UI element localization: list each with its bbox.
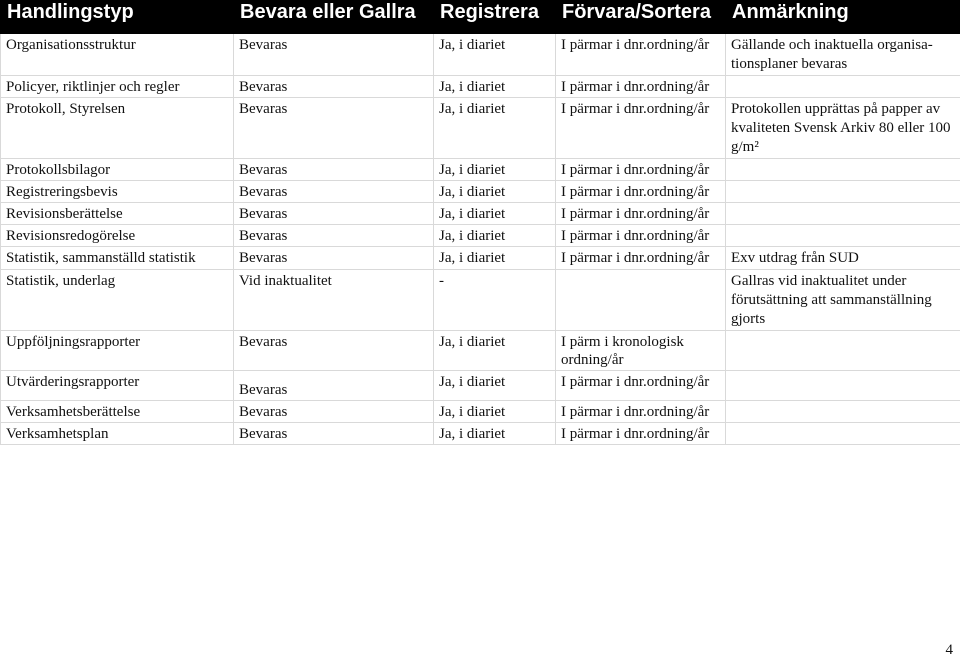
header-forvara-sortera: Förvara/Sortera bbox=[556, 1, 726, 34]
cell-note: Gällande och inaktuella organisa-tionsplaner bevaras bbox=[726, 34, 960, 76]
cell-storage: I pärmar i dnr.ordning/år bbox=[556, 225, 726, 247]
table-row bbox=[1, 247, 960, 270]
header-anmarkning: Anmärkning bbox=[726, 1, 960, 34]
cell-type: Registreringsbevis bbox=[1, 181, 234, 203]
cell-storage: I pärmar i dnr.ordning/år bbox=[556, 423, 726, 445]
cell-note: Exv utdrag från SUD bbox=[726, 247, 960, 270]
cell-storage: I pärmar i dnr.ordning/år bbox=[556, 181, 726, 203]
cell-note bbox=[726, 225, 960, 247]
cell-type: Uppföljningsrapporter bbox=[1, 331, 234, 371]
table-row bbox=[1, 34, 960, 76]
cell-action: Bevaras bbox=[234, 225, 434, 247]
table-row bbox=[1, 270, 960, 331]
cell-register: Ja, i diariet bbox=[434, 423, 556, 445]
cell-type: Verksamhetsberättelse bbox=[1, 401, 234, 423]
cell-action: Bevaras bbox=[234, 34, 434, 76]
table-row bbox=[1, 76, 960, 98]
cell-action: Bevaras bbox=[234, 247, 434, 270]
table-row bbox=[1, 203, 960, 225]
cell-type: Revisionsberättelse bbox=[1, 203, 234, 225]
cell-action: Bevaras bbox=[234, 203, 434, 225]
cell-register: Ja, i diariet bbox=[434, 225, 556, 247]
cell-note bbox=[726, 159, 960, 181]
cell-storage: I pärmar i dnr.ordning/år bbox=[556, 371, 726, 401]
cell-type: Verksamhetsplan bbox=[1, 423, 234, 445]
cell-register: Ja, i diariet bbox=[434, 203, 556, 225]
cell-action: Vid inaktualitet bbox=[234, 270, 434, 331]
cell-register: Ja, i diariet bbox=[434, 401, 556, 423]
cell-note: Protokollen upprättas på papper av kvaliteten Svensk Arkiv 80 eller 100 g/m² bbox=[726, 98, 960, 159]
cell-type: Organisationsstruktur bbox=[1, 34, 234, 76]
table-row bbox=[1, 181, 960, 203]
cell-note bbox=[726, 401, 960, 423]
cell-action: Bevaras bbox=[234, 98, 434, 159]
cell-register: Ja, i diariet bbox=[434, 331, 556, 371]
cell-note bbox=[726, 203, 960, 225]
cell-note bbox=[726, 181, 960, 203]
cell-action: Bevaras bbox=[234, 159, 434, 181]
cell-action: Bevaras bbox=[234, 371, 434, 401]
cell-storage: I pärmar i dnr.ordning/år bbox=[556, 159, 726, 181]
cell-type: Statistik, underlag bbox=[1, 270, 234, 331]
table-row bbox=[1, 423, 960, 445]
cell-type: Statistik, sammanställd statistik bbox=[1, 247, 234, 270]
cell-storage: I pärmar i dnr.ordning/år bbox=[556, 203, 726, 225]
cell-note: Gallras vid inaktualitet under förutsättning att sammanställning gjorts bbox=[726, 270, 960, 331]
cell-type: Policyer, riktlinjer och regler bbox=[1, 76, 234, 98]
table-row bbox=[1, 159, 960, 181]
cell-register: Ja, i diariet bbox=[434, 98, 556, 159]
cell-storage: I pärmar i dnr.ordning/år bbox=[556, 98, 726, 159]
header-bevara-eller-gallra: Bevara eller Gallra bbox=[234, 1, 434, 34]
cell-note bbox=[726, 371, 960, 401]
cell-register: Ja, i diariet bbox=[434, 159, 556, 181]
table-row bbox=[1, 401, 960, 423]
cell-note bbox=[726, 331, 960, 371]
cell-action: Bevaras bbox=[234, 76, 434, 98]
cell-note bbox=[726, 76, 960, 98]
table-row bbox=[1, 98, 960, 159]
cell-register: Ja, i diariet bbox=[434, 181, 556, 203]
cell-action: Bevaras bbox=[234, 331, 434, 371]
header-row bbox=[1, 1, 960, 34]
cell-type: Protokoll, Styrelsen bbox=[1, 98, 234, 159]
page-number: 4 bbox=[945, 642, 953, 658]
cell-storage: I pärm i kronologisk ordning/år bbox=[556, 331, 726, 371]
table-row bbox=[1, 225, 960, 247]
cell-storage: I pärmar i dnr.ordning/år bbox=[556, 76, 726, 98]
cell-action: Bevaras bbox=[234, 423, 434, 445]
cell-type: Protokollsbilagor bbox=[1, 159, 234, 181]
table-row bbox=[1, 331, 960, 371]
cell-storage: I pärmar i dnr.ordning/år bbox=[556, 247, 726, 270]
header-registrera: Registrera bbox=[434, 1, 556, 34]
cell-register: - bbox=[434, 270, 556, 331]
cell-action: Bevaras bbox=[234, 401, 434, 423]
cell-register: Ja, i diariet bbox=[434, 247, 556, 270]
cell-storage: I pärmar i dnr.ordning/år bbox=[556, 34, 726, 76]
cell-storage: I pärmar i dnr.ordning/år bbox=[556, 401, 726, 423]
table-row bbox=[1, 371, 960, 401]
cell-storage bbox=[556, 270, 726, 331]
header-handlingstyp: Handlingstyp bbox=[1, 1, 234, 34]
cell-type: Revisionsredogörelse bbox=[1, 225, 234, 247]
cell-register: Ja, i diariet bbox=[434, 76, 556, 98]
cell-register: Ja, i diariet bbox=[434, 34, 556, 76]
cell-type: Utvärderingsrapporter bbox=[1, 371, 234, 401]
cell-register: Ja, i diariet bbox=[434, 371, 556, 401]
cell-note bbox=[726, 423, 960, 445]
cell-action: Bevaras bbox=[234, 181, 434, 203]
